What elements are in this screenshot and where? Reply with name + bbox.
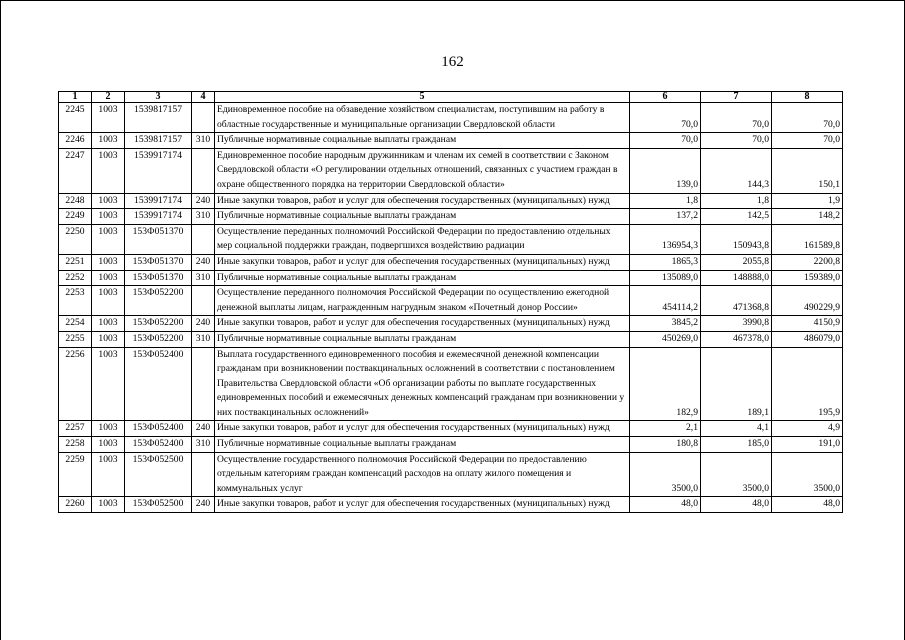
amount-col-6-cell: 450269,0 <box>630 331 701 347</box>
amount-col-8-cell: 191,0 <box>772 437 843 453</box>
row-number-cell: 2259 <box>59 452 92 497</box>
description-cell: Осуществление переданных полномочий Российской Федерации по предоставлению отдельных мер социальной поддержки граждан, подвергшихся воздействию радиации <box>215 224 630 254</box>
amount-col-7-cell: 144,3 <box>701 148 772 193</box>
row-number-cell: 2247 <box>59 148 92 193</box>
section-code-cell: 1003 <box>92 316 125 332</box>
description-cell: Публичные нормативные социальные выплаты гражданам <box>215 270 630 286</box>
expense-type-cell: 240 <box>192 193 215 209</box>
header-col-5: 5 <box>215 92 630 103</box>
target-code-cell: 153Ф051370 <box>125 270 192 286</box>
row-number-cell: 2246 <box>59 133 92 149</box>
header-col-2: 2 <box>92 92 125 103</box>
amount-col-6-cell: 3845,2 <box>630 316 701 332</box>
description-cell: Публичные нормативные социальные выплаты гражданам <box>215 331 630 347</box>
table-row <box>59 347 843 421</box>
table-row <box>59 148 843 193</box>
scan-border-top <box>0 0 905 1</box>
section-code-cell: 1003 <box>92 452 125 497</box>
target-code-cell: 153Ф052200 <box>125 331 192 347</box>
table-row <box>59 331 843 347</box>
row-number-cell: 2249 <box>59 209 92 225</box>
target-code-cell: 153Ф052200 <box>125 286 192 316</box>
expense-type-cell <box>192 347 215 421</box>
table-row <box>59 421 843 437</box>
amount-col-7-cell: 3500,0 <box>701 452 772 497</box>
table-row <box>59 286 843 316</box>
description-cell: Иные закупки товаров, работ и услуг для обеспечения государственных (муниципальных) нужд <box>215 254 630 270</box>
amount-col-7-cell: 1,8 <box>701 193 772 209</box>
expense-type-cell: 240 <box>192 316 215 332</box>
section-code-cell: 1003 <box>92 103 125 133</box>
section-code-cell: 1003 <box>92 133 125 149</box>
row-number-cell: 2252 <box>59 270 92 286</box>
amount-col-8-cell: 2200,8 <box>772 254 843 270</box>
row-number-cell: 2258 <box>59 437 92 453</box>
expense-type-cell: 240 <box>192 421 215 437</box>
row-number-cell: 2251 <box>59 254 92 270</box>
description-cell: Иные закупки товаров, работ и услуг для обеспечения государственных (муниципальных) нужд <box>215 316 630 332</box>
header-col-6: 6 <box>630 92 701 103</box>
amount-col-6-cell: 139,0 <box>630 148 701 193</box>
page-number: 162 <box>441 54 464 70</box>
target-code-cell: 1539917174 <box>125 148 192 193</box>
amount-col-8-cell: 195,9 <box>772 347 843 421</box>
expense-type-cell: 310 <box>192 133 215 149</box>
section-code-cell: 1003 <box>92 437 125 453</box>
expense-type-cell <box>192 103 215 133</box>
description-cell: Осуществление государственного полномочия Российской Федерации по предоставлению отдельным категориям граждан компенсаций расходов на оплату жилого помещения и коммунальных услуг <box>215 452 630 497</box>
description-cell: Публичные нормативные социальные выплаты гражданам <box>215 209 630 225</box>
description-cell: Единовременное пособие народным дружинникам и членам их семей в соответствии с Законом Свердловской области «О регулировании отдельных отношений, связанных с участием граждан в охране общественного порядка на территории Свердловской области» <box>215 148 630 193</box>
amount-col-8-cell: 70,0 <box>772 133 843 149</box>
amount-col-7-cell: 142,5 <box>701 209 772 225</box>
expense-type-cell <box>192 148 215 193</box>
expense-type-cell: 310 <box>192 437 215 453</box>
amount-col-6-cell: 136954,3 <box>630 224 701 254</box>
table-body <box>59 103 843 513</box>
target-code-cell: 153Ф052400 <box>125 437 192 453</box>
amount-col-7-cell: 189,1 <box>701 347 772 421</box>
header-col-8: 8 <box>772 92 843 103</box>
row-number-cell: 2260 <box>59 497 92 513</box>
amount-col-7-cell: 467378,0 <box>701 331 772 347</box>
amount-col-6-cell: 48,0 <box>630 497 701 513</box>
amount-col-8-cell: 4,9 <box>772 421 843 437</box>
target-code-cell: 1539817157 <box>125 103 192 133</box>
amount-col-6-cell: 2,1 <box>630 421 701 437</box>
table-row <box>59 316 843 332</box>
section-code-cell: 1003 <box>92 286 125 316</box>
description-cell: Иные закупки товаров, работ и услуг для обеспечения государственных (муниципальных) нужд <box>215 421 630 437</box>
description-cell: Иные закупки товаров, работ и услуг для обеспечения государственных (муниципальных) нужд <box>215 497 630 513</box>
amount-col-8-cell: 70,0 <box>772 103 843 133</box>
expense-type-cell <box>192 224 215 254</box>
expense-type-cell: 310 <box>192 209 215 225</box>
amount-col-8-cell: 148,2 <box>772 209 843 225</box>
expense-type-cell: 310 <box>192 331 215 347</box>
amount-col-6-cell: 180,8 <box>630 437 701 453</box>
header-col-1: 1 <box>59 92 92 103</box>
amount-col-6-cell: 1,8 <box>630 193 701 209</box>
row-number-cell: 2257 <box>59 421 92 437</box>
header-col-7: 7 <box>701 92 772 103</box>
amount-col-7-cell: 4,1 <box>701 421 772 437</box>
header-col-3: 3 <box>125 92 192 103</box>
target-code-cell: 1539817157 <box>125 133 192 149</box>
section-code-cell: 1003 <box>92 421 125 437</box>
amount-col-8-cell: 150,1 <box>772 148 843 193</box>
scan-border-left <box>0 0 1 640</box>
amount-col-8-cell: 161589,8 <box>772 224 843 254</box>
expense-type-cell: 310 <box>192 270 215 286</box>
table-row <box>59 193 843 209</box>
table-row <box>59 254 843 270</box>
amount-col-6-cell: 70,0 <box>630 133 701 149</box>
amount-col-6-cell: 137,2 <box>630 209 701 225</box>
table-row <box>59 270 843 286</box>
description-cell: Публичные нормативные социальные выплаты гражданам <box>215 133 630 149</box>
row-number-cell: 2255 <box>59 331 92 347</box>
amount-col-7-cell: 471368,8 <box>701 286 772 316</box>
amount-col-8-cell: 486079,0 <box>772 331 843 347</box>
target-code-cell: 153Ф052200 <box>125 316 192 332</box>
section-code-cell: 1003 <box>92 224 125 254</box>
description-cell: Иные закупки товаров, работ и услуг для обеспечения государственных (муниципальных) нужд <box>215 193 630 209</box>
table-row <box>59 209 843 225</box>
section-code-cell: 1003 <box>92 148 125 193</box>
amount-col-8-cell: 490229,9 <box>772 286 843 316</box>
section-code-cell: 1003 <box>92 497 125 513</box>
description-cell: Публичные нормативные социальные выплаты гражданам <box>215 437 630 453</box>
amount-col-7-cell: 48,0 <box>701 497 772 513</box>
header-col-4: 4 <box>192 92 215 103</box>
target-code-cell: 1539917174 <box>125 193 192 209</box>
budget-table <box>58 91 843 513</box>
table-row <box>59 103 843 133</box>
amount-col-7-cell: 150943,8 <box>701 224 772 254</box>
description-cell: Единовременное пособие на обзаведение хозяйством специалистам, поступившим на работу в областные государственные и муниципальные организации Свердловской области <box>215 103 630 133</box>
description-cell: Осуществление переданного полномочия Российской Федерации по осуществлению ежегодной денежной выплаты лицам, награжденным нагрудным знаком «Почетный донор России» <box>215 286 630 316</box>
table-row <box>59 452 843 497</box>
table-header-row <box>59 92 843 103</box>
row-number-cell: 2250 <box>59 224 92 254</box>
amount-col-6-cell: 70,0 <box>630 103 701 133</box>
amount-col-6-cell: 454114,2 <box>630 286 701 316</box>
table-row <box>59 497 843 513</box>
row-number-cell: 2245 <box>59 103 92 133</box>
amount-col-7-cell: 3990,8 <box>701 316 772 332</box>
amount-col-7-cell: 2055,8 <box>701 254 772 270</box>
amount-col-8-cell: 159389,0 <box>772 270 843 286</box>
target-code-cell: 153Ф052500 <box>125 452 192 497</box>
row-number-cell: 2253 <box>59 286 92 316</box>
row-number-cell: 2248 <box>59 193 92 209</box>
row-number-cell: 2254 <box>59 316 92 332</box>
description-cell: Выплата государственного единовременного пособия и ежемесячной денежной компенсации гражданам при возникновении поствакцинальных осложнений в соответствии с постановлением Правительства Свердловской области «Об организации работы по выплате государственных единовременных пособий и ежемесячных денежных компенсаций гражданам при возникновении у них поствакцинальных осложнений» <box>215 347 630 421</box>
amount-col-8-cell: 3500,0 <box>772 452 843 497</box>
target-code-cell: 153Ф051370 <box>125 254 192 270</box>
expense-type-cell <box>192 286 215 316</box>
amount-col-7-cell: 148888,0 <box>701 270 772 286</box>
amount-col-7-cell: 70,0 <box>701 103 772 133</box>
target-code-cell: 153Ф052500 <box>125 497 192 513</box>
table-row <box>59 437 843 453</box>
section-code-cell: 1003 <box>92 270 125 286</box>
amount-col-8-cell: 4150,9 <box>772 316 843 332</box>
target-code-cell: 153Ф052400 <box>125 421 192 437</box>
target-code-cell: 1539917174 <box>125 209 192 225</box>
amount-col-8-cell: 48,0 <box>772 497 843 513</box>
section-code-cell: 1003 <box>92 331 125 347</box>
target-code-cell: 153Ф052400 <box>125 347 192 421</box>
section-code-cell: 1003 <box>92 209 125 225</box>
expense-type-cell: 240 <box>192 497 215 513</box>
amount-col-7-cell: 70,0 <box>701 133 772 149</box>
amount-col-6-cell: 182,9 <box>630 347 701 421</box>
section-code-cell: 1003 <box>92 193 125 209</box>
table-row <box>59 224 843 254</box>
expense-type-cell: 240 <box>192 254 215 270</box>
expense-type-cell <box>192 452 215 497</box>
section-code-cell: 1003 <box>92 254 125 270</box>
table-row <box>59 133 843 149</box>
amount-col-6-cell: 1865,3 <box>630 254 701 270</box>
amount-col-8-cell: 1,9 <box>772 193 843 209</box>
target-code-cell: 153Ф051370 <box>125 224 192 254</box>
amount-col-7-cell: 185,0 <box>701 437 772 453</box>
amount-col-6-cell: 135089,0 <box>630 270 701 286</box>
amount-col-6-cell: 3500,0 <box>630 452 701 497</box>
row-number-cell: 2256 <box>59 347 92 421</box>
section-code-cell: 1003 <box>92 347 125 421</box>
